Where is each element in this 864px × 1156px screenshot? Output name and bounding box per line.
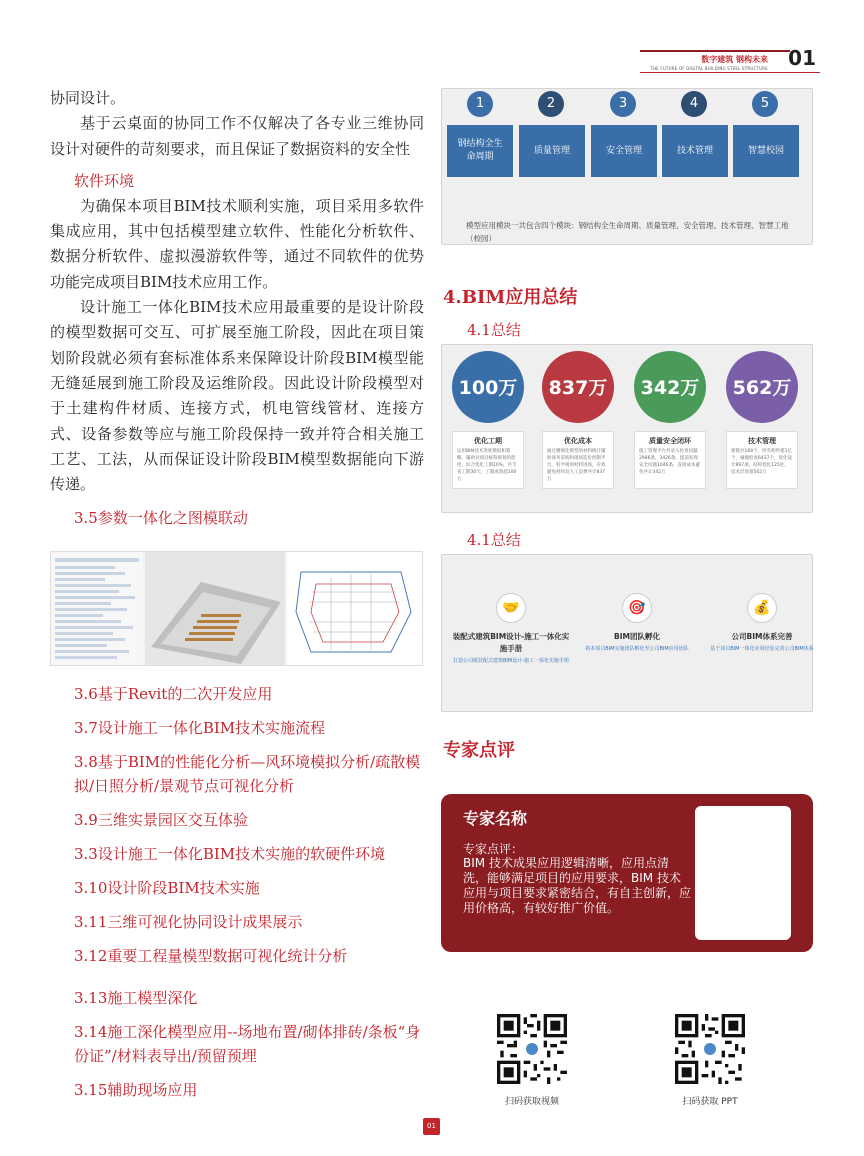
module-box-1: 钢结构全生命周期 — [447, 125, 513, 177]
stat-value-4: 562万 — [732, 377, 792, 399]
list-item: 3.14施工深化模型应用--场地布置/砌体排砖/条板“身份证”/材料表导出/预留预埋 — [74, 1023, 421, 1065]
summary-subtitle-2: 4.1总结 — [467, 531, 521, 549]
header-number: 01 — [788, 46, 816, 70]
stat-value-1: 100万 — [458, 377, 518, 399]
left-column — [50, 86, 424, 531]
module-num-5: 5 — [752, 91, 778, 117]
stat-circle-2 — [542, 351, 614, 423]
list-item: 3.10设计阶段BIM技术实施 — [74, 879, 260, 897]
header-underline — [640, 72, 820, 73]
software-screenshot-svg — [51, 552, 423, 666]
stat-card-4 — [726, 431, 798, 489]
list-item: 3.6基于Revit的二次开发应用 — [74, 685, 273, 703]
stat-desc-3: 施工管理平台共录入检查问题2986条，3426条，提前发现安全问题1046条，直接成本避免共计342万 — [639, 449, 700, 475]
list-item: 3.9三维实景园区交互体验 — [74, 811, 248, 829]
paragraph-4: 设计施工一体化BIM技术应用最重要的是设计阶段的模型数据可交互、可扩展至施工阶段，因此在项目策划阶段就必须有套标准体系来保障设计阶段BIM模型能无缝延展到施工阶段及运维阶段。因此设计阶段模型对于土建构件材质、连接方式，机电管线管材、连接方式、设备参数等应与施工阶段保持一致并符合相关施工工艺、工法，从而保证设计阶段BIM模型数据能向下游传递。 — [50, 298, 424, 494]
expert-photo — [695, 806, 791, 940]
expert-comment: BIM 技术成果应用逻辑清晰，应用点清洗，能够满足项目的应用要求，BIM 技术应用与项目要求紧密结合，有自主创新，应用价格高，有较好推广价值。 — [463, 856, 692, 915]
expert-label: 专家点评： — [463, 842, 524, 856]
summary-item-desc-3: 基于项目BIM一体化应用经验完善公司BIM体系 — [710, 646, 814, 652]
summary-title: 4.BIM应用总结 — [443, 287, 578, 308]
qr-caption-ppt: 扫码获取 PPT — [682, 1097, 738, 1107]
stat-title-3: 质量安全闭环 — [649, 437, 691, 445]
target-icon: 🎯 — [622, 593, 652, 623]
summary-item-title-1: 装配式建筑BIM设计-施工一体化实施手册 — [452, 632, 570, 653]
qr-code-ppt[interactable] — [675, 1014, 745, 1084]
stat-circle-4 — [726, 351, 798, 423]
section-software-title: 软件环境 — [74, 171, 135, 190]
header-line — [640, 50, 790, 52]
stat-circle-1 — [452, 351, 524, 423]
money-bag-icon: 💰 — [747, 593, 777, 623]
summary-item-title-3: 公司BIM体系完善 — [731, 632, 793, 641]
module-box-5: 智慧校园 — [733, 125, 799, 177]
stat-desc-2: 通过精细化模型的材料统计辅助商务采购和现场造价控制平台，科学规划材料进场，有效避免材料及人工浪费共计837万 — [547, 449, 606, 482]
header-slogan-en: THE FUTURE OF DIGITAL BUILDING STEEL STRUCTURE — [650, 66, 768, 71]
list-item: 3.3设计施工一体化BIM技术实施的软硬件环境 — [74, 845, 386, 863]
chapter-list — [74, 682, 426, 1102]
stat-value-2: 837万 — [548, 377, 608, 399]
stat-circle-3 — [634, 351, 706, 423]
summary-subtitle-1: 4.1总结 — [467, 321, 521, 339]
modules-panel — [441, 88, 813, 245]
list-item: 3.15辅助现场应用 — [74, 1081, 198, 1099]
handshake-icon: 🤝 — [496, 593, 526, 623]
stat-title-2: 优化成本 — [564, 437, 592, 445]
list-item: 3.8基于BIM的性能化分析—风环境模拟分析/疏散模拟/日照分析/景观节点可视化分析 — [74, 753, 421, 795]
paragraph-2: 基于云桌面的协同工作不仅解决了各专业三维协同设计对硬件的苛刻要求，而且保证了数据资料的安全性 — [50, 114, 424, 158]
header-slogan: 数字建筑 钢构未来 — [701, 55, 768, 64]
module-box-4: 技术管理 — [662, 125, 728, 177]
section-35-title: 3.5参数一体化之图模联动 — [74, 509, 248, 528]
stats-panel — [441, 344, 813, 513]
paragraph-3: 为确保本项目BIM技术顺利实施，项目采用多软件集成应用，其中包括模型建立软件、性能化分析软件、数据分析软件、虚拟漫游软件等，通过不同软件的优势功能完成项目BIM技术应用工作。 — [50, 196, 424, 291]
list-item: 3.7设计施工一体化BIM技术实施流程 — [74, 719, 326, 737]
list-item: 3.13施工模型深化 — [74, 989, 198, 1007]
module-num-2: 2 — [538, 91, 564, 117]
modules-note: 模型应用模块一共包含四个模块：钢结构全生命周期、质量管理、安全管理、技术管理、智慧工地（校园） — [466, 221, 789, 243]
expert-name: 专家名称 — [463, 809, 528, 828]
module-box-2: 质量管理 — [519, 125, 585, 177]
module-box-3: 安全管理 — [591, 125, 657, 177]
stat-value-3: 342万 — [640, 377, 700, 399]
summary-panel — [441, 554, 813, 712]
stat-desc-4: 建模共168个，所有构件建1亿个，碰撞检查6437个，优化设计897项，结构优化125处，技术层效超562万 — [731, 449, 792, 475]
page-number: 01 — [423, 1118, 440, 1135]
qr-caption-video: 扫码获取视频 — [504, 1097, 559, 1107]
stat-card-2 — [542, 431, 614, 489]
expert-card — [441, 794, 813, 952]
module-num-4: 4 — [681, 91, 707, 117]
list-item: 3.12重要工程量模型数据可视化统计分析 — [74, 947, 348, 965]
stat-title-1: 优化工期 — [474, 437, 502, 445]
module-num-3: 3 — [610, 91, 636, 117]
stat-card-3 — [634, 431, 706, 489]
summary-item-desc-2: 将本项目BIM实施团队孵化至公司BIM应用团队 — [585, 646, 689, 652]
qr-code-video[interactable] — [497, 1014, 567, 1084]
expert-section-title: 专家点评 — [443, 740, 515, 761]
summary-item-title-2: BIM团队孵化 — [614, 632, 660, 641]
list-item: 3.11三维可视化协同设计成果展示 — [74, 913, 303, 931]
stat-card-1 — [452, 431, 524, 489]
summary-item-desc-1: 打造公司级装配式建筑BIM设计-施工一体化实施手册 — [452, 658, 570, 664]
stat-desc-1: 运用BIM技术进度模拟和策略，辅助对项目统筹规划的把控，综合优化工期10%，共节省工期30天，工期成效超100万 — [457, 449, 517, 482]
page-header — [640, 44, 820, 76]
software-screenshot — [50, 551, 423, 666]
module-num-1: 1 — [467, 91, 493, 117]
stat-title-4: 技术管理 — [748, 437, 776, 445]
paragraph-1: 协同设计。 — [50, 89, 126, 107]
